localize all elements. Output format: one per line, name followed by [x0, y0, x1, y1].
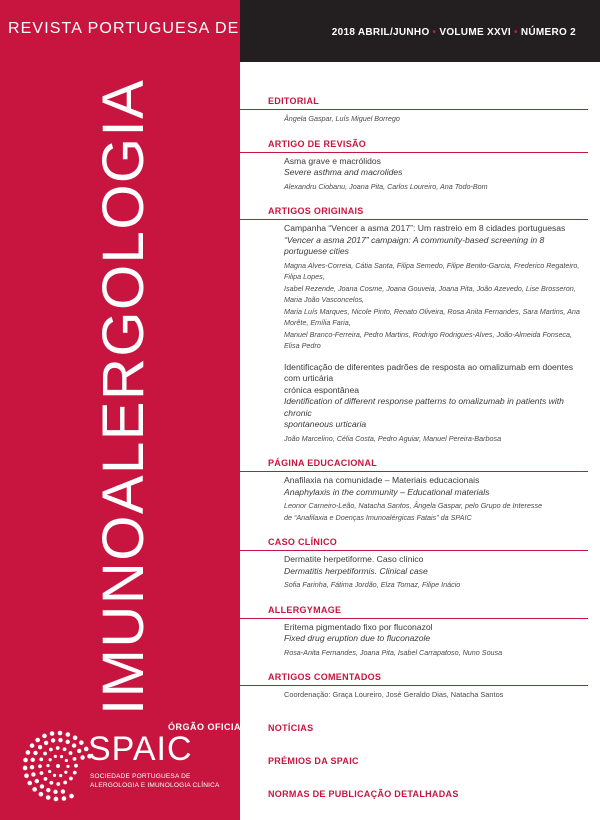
journal-title: IMUNOALERGOLOGIA: [91, 78, 156, 715]
article-authors: [284, 500, 588, 523]
journal-name: REVISTA PORTUGUESA DE: [8, 20, 240, 37]
article-title: Asma grave e macrólidos: [284, 155, 381, 166]
toc-section-news[interactable]: [268, 723, 588, 734]
section-heading: NOTÍCIAS: [268, 722, 314, 733]
article-authors: Ângela Gaspar, Luís Miguel Borrego: [284, 114, 400, 123]
separator-dot-icon: •: [432, 27, 437, 38]
section-heading: EDITORIAL: [268, 96, 320, 106]
cover-band: [0, 0, 247, 820]
section-heading: ARTIGOS COMENTADOS: [268, 672, 382, 682]
article-authors: Sofia Farinha, Fátima Jordão, Elza Tomaz, Filipe Inácio: [284, 580, 461, 589]
section-divider: [240, 685, 588, 686]
toc-section-commented[interactable]: [268, 672, 588, 701]
society-full-name: [90, 773, 220, 791]
section-divider: [240, 219, 588, 220]
title-line: Identification of different response patterns to omalizumab in patients with chronic: [284, 396, 564, 418]
issue-date: 2018 ABRIL/JUNHO: [331, 27, 430, 38]
article-title: Campanha “Vencer a asma 2017”: Um rastreio em 8 cidades portuguesas: [284, 223, 566, 233]
toc-section-guidelines[interactable]: [268, 789, 588, 800]
section-heading: PRÉMIOS DA SPAIC: [268, 755, 359, 766]
article-authors: Rosa-Anita Fernandes, Joana Pita, Isabel Carrapatoso, Nuno Sousa: [284, 647, 503, 657]
issue-info: [332, 27, 576, 38]
article-authors: Alexandru Ciobanu, Joana Pita, Carlos Loureiro, Ana Todo-Bom: [284, 181, 488, 191]
title-line: spontaneous urticaria: [284, 419, 367, 429]
authors-line: Manuel Branco-Ferreira, Pedro Martins, Rodrigo Rodrigues-Alves, João-Almeida Fonseca, Elisa Pedro: [284, 329, 573, 350]
section-divider: [240, 550, 588, 551]
title-line: Identificação de diferentes padrões de resposta ao omalizumab em doentes com urticária: [284, 361, 574, 383]
article-authors: [284, 260, 588, 352]
toc-section-awards[interactable]: [268, 756, 588, 767]
toc-section-original[interactable]: [268, 206, 588, 444]
section-divider: [240, 109, 588, 110]
article-title: [284, 362, 588, 397]
section-divider: [240, 618, 588, 619]
article-title-english: Severe asthma and macrolides: [284, 167, 403, 177]
article-entry[interactable]: [268, 223, 588, 352]
toc-section-allergymage[interactable]: [268, 605, 588, 659]
issue-volume: VOLUME XXVI: [439, 27, 511, 38]
article-authors: João Marcelino, Célia Costa, Pedro Aguiar, Manuel Pereira-Barbosa: [284, 433, 502, 443]
separator-dot-icon: •: [514, 27, 518, 38]
society-name-line1: SOCIEDADE PORTUGUESA DE: [90, 773, 191, 780]
section-heading: ARTIGOS ORIGINAIS: [268, 206, 364, 216]
toc-section-editorial[interactable]: [268, 96, 588, 125]
toc-section-educational[interactable]: [268, 458, 588, 523]
section-heading: PÁGINA EDUCACIONAL: [268, 458, 378, 468]
article-title: Eritema pigmentado fixo por fluconazol: [284, 621, 433, 632]
table-of-contents: [268, 96, 588, 800]
official-organ-label: ÓRGÃO OFICIAL: [168, 722, 247, 732]
society-acronym: SPAIC: [88, 730, 193, 768]
article-title: Anafilaxia na comunidade – Materiais educacionais: [284, 475, 480, 485]
section-heading: CASO CLÍNICO: [268, 537, 338, 547]
section-divider: [240, 471, 588, 472]
toc-section-clinical-case[interactable]: [268, 537, 588, 591]
article-authors: Coordenação: Graça Loureiro, José Geraldo Dias, Natacha Santos: [284, 690, 504, 699]
issue-bar: [240, 0, 600, 62]
title-line: crónica espontânea: [284, 384, 360, 395]
section-heading: ALLERGYMAGE: [268, 604, 342, 615]
toc-section-review[interactable]: [268, 139, 588, 193]
authors-line: Isabel Rezende, Joana Cosme, Joana Gouveia, Joana Pita, João Azevedo, Lise Brosseron, Maria João Vasconcelos,: [284, 283, 576, 304]
section-heading: NORMAS DE PUBLICAÇÃO DETALHADAS: [268, 788, 459, 799]
authors-line: Magna Alves-Correia, Cátia Santa, Filipa Semedo, Filipe Benito-Garcia, Frederico Regateiro, Filipa Lopes,: [284, 260, 580, 281]
section-heading: ARTIGO DE REVISÃO: [268, 138, 367, 149]
authors-line: Leonor Carneiro-Leão, Natacha Santos, Ângela Gaspar, pelo Grupo de Interesse: [284, 501, 543, 510]
article-entry[interactable]: [268, 362, 588, 445]
spaic-logo-icon: [22, 730, 94, 802]
authors-line: Maria Luís Marques, Nicole Pinto, Renato Oliveira, Rosa Anita Fernandes, Sara Martins, Ana Morête, Emília Faria,: [284, 306, 580, 327]
article-title-english: Dermatitis herpetiformis. Clinical case: [284, 565, 428, 576]
article-title-english: [284, 396, 588, 431]
article-title-english: Fixed drug eruption due to fluconazole: [284, 633, 431, 643]
authors-line: de “Anafilaxia e Doenças Imunoalérgicas Fatais” da SPAIC: [284, 512, 472, 522]
issue-number: NÚMERO 2: [520, 27, 576, 38]
article-title-english: Anaphylaxis in the community – Educational materials: [284, 486, 490, 497]
article-title-english: “Vencer a asma 2017” campaign: A community-based screening in 8 portuguese cities: [284, 234, 545, 256]
section-divider: [240, 152, 588, 153]
article-title: Dermatite herpetiforme. Caso clínico: [284, 554, 424, 564]
society-name-line2: ALERGOLOGIA E IMUNOLOGIA CLÍNICA: [90, 781, 220, 789]
